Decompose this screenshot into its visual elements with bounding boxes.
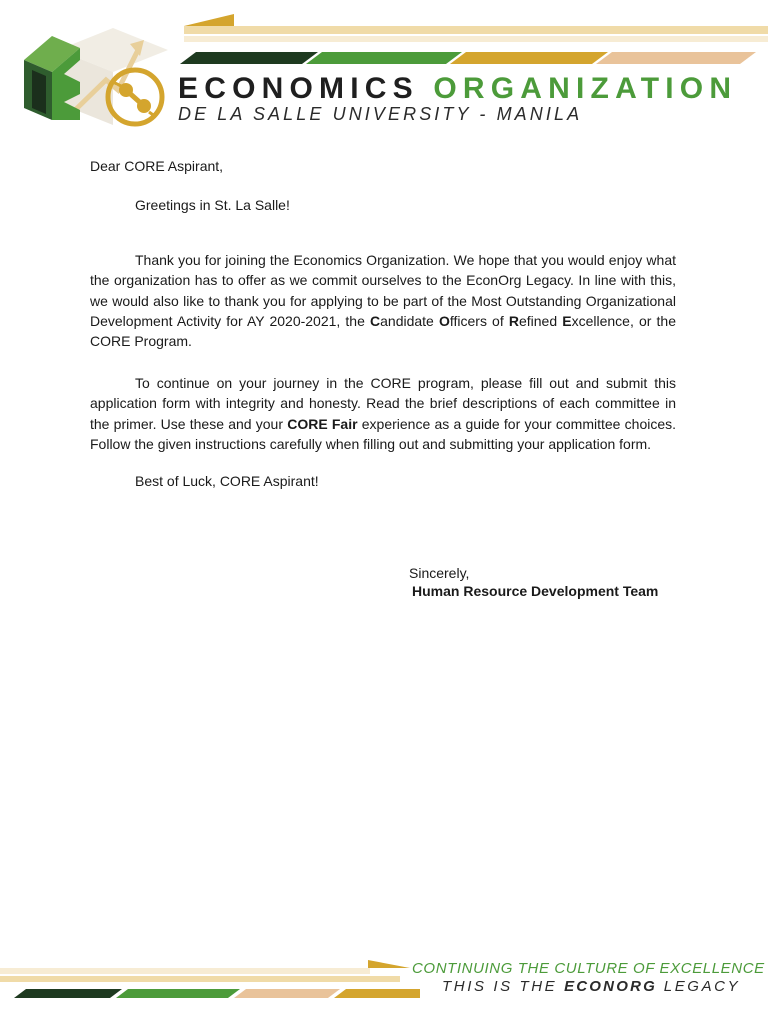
- signature-team: Human Resource Development Team: [412, 583, 659, 599]
- footer-stripes: [0, 948, 420, 998]
- tagline-legacy-post: LEGACY: [663, 978, 741, 995]
- tagline-legacy-econorg: ECONORG: [564, 978, 657, 995]
- paragraph-thanks-text: Thank you for joining the Economics Organization. We hope that you would enjoy what the organization has to offer as we commit ourselves to the EconOrg Legacy. In line with this, we would also like to thank you for applying to be part of the Most Outstanding Organizational Development Activity for AY 2020-2021, the: [90, 251, 676, 330]
- paragraph-instructions: [90, 373, 676, 455]
- econorg-logo: [18, 20, 178, 135]
- letterhead: [0, 0, 768, 140]
- org-name-part1: ECONOMICS: [178, 72, 419, 105]
- org-name: [178, 72, 737, 106]
- tagline-legacy-pre: THIS IS THE: [442, 978, 558, 995]
- paragraph-thanks: [90, 250, 676, 352]
- tagline-legacy: [442, 978, 740, 995]
- letter-body: [90, 156, 676, 492]
- university-subtitle: DE LA SALLE UNIVERSITY - MANILA: [178, 104, 583, 124]
- tagline-excellence: CONTINUING THE CULTURE OF EXCELLENCE: [412, 960, 765, 977]
- paragraph-instructions-end: experience as a guide for your committee choices. Follow the given instructions carefully when filling out and submitting your application form.: [90, 415, 677, 453]
- greeting: Greetings in St. La Salle!: [135, 197, 290, 214]
- core-letter-c: C: [370, 313, 381, 330]
- core-letter-o: O: [438, 313, 450, 330]
- core-word-refined: efined: [518, 313, 563, 330]
- closing-block: [409, 564, 658, 600]
- header-stripes: [178, 10, 768, 70]
- core-word-officers: fficers of: [449, 313, 509, 330]
- core-letter-r: R: [508, 313, 519, 330]
- salutation: Dear CORE Aspirant,: [90, 158, 224, 174]
- closing-sincerely: Sincerely,: [409, 565, 470, 581]
- core-word-candidate: andidate: [380, 313, 439, 330]
- core-letter-e: E: [562, 313, 572, 330]
- paragraph-instructions-start: To continue on your journey in the CORE program, please fill out and submit this application form with integrity and honesty. Read the brief descriptions of each committee in the primer. Use these and your: [90, 374, 676, 432]
- core-fair-emphasis: CORE Fair: [287, 415, 358, 432]
- org-name-part2: ORGANIZATION: [433, 72, 738, 105]
- core-word-excellence: xcellence, or the CORE Program.: [90, 313, 676, 350]
- closing-wish: Best of Luck, CORE Aspirant!: [135, 473, 319, 490]
